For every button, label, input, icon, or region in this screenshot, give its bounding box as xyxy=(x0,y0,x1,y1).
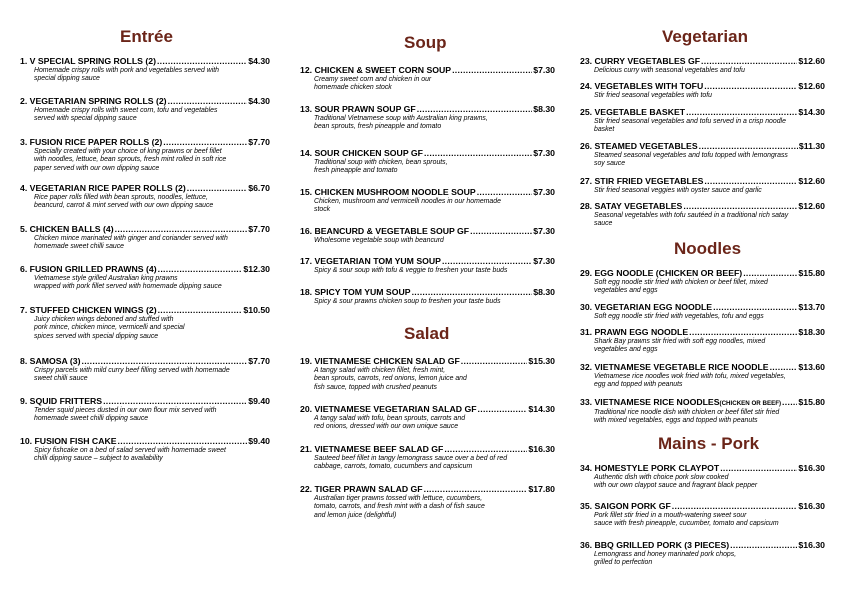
item-name: 26. STEAMED VEGETABLES xyxy=(580,141,698,151)
menu-item xyxy=(300,187,555,215)
menu-item xyxy=(580,540,825,568)
item-name: 32. VIETNAMESE VEGETABLE RICE NOODLE xyxy=(580,362,769,372)
item-description: Soft egg noodle stir fried with chicken or beef fillet, mixed vegetables and eggs xyxy=(594,279,768,295)
leader-dots xyxy=(713,302,797,313)
item-description: Stir fried seasonal veggies with oyster sauce and garlic xyxy=(594,187,762,194)
menu-item xyxy=(580,501,825,529)
item-price: $12.60 xyxy=(798,176,825,186)
item-description: Juicy chicken wings deboned and stuffed with pork mince, chicken mince, vermicelli and special spices served with special dipping sauce xyxy=(34,316,185,340)
menu-item xyxy=(20,183,270,211)
item-price: $8.30 xyxy=(533,287,555,297)
item-price: $14.30 xyxy=(528,404,555,414)
item-name: 1. V SPECIAL SPRING ROLLS (2) xyxy=(20,56,156,66)
item-name: 28. SATAY VEGETABLES xyxy=(580,201,683,211)
item-name: 19. VIETNAMESE CHICKEN SALAD GF xyxy=(300,356,460,366)
item-price: $6.70 xyxy=(248,183,270,193)
item-description: Vietnamese rice noodles wok fried with tofu, mixed vegetables, egg and topped with peanuts xyxy=(594,373,786,389)
item-name: 4. VEGETARIAN RICE PAPER ROLLS (2) xyxy=(20,183,186,193)
item-description: Traditional rice noodle dish with chicken or beef fillet stir fried with mixed vegetables, eggs and topped with peanuts xyxy=(594,409,780,425)
item-price: $7.30 xyxy=(533,226,555,236)
item-name: 14. SOUR CHICKEN SOUP GF xyxy=(300,148,423,158)
menu-item xyxy=(580,397,825,426)
item-description: Shark Bay prawns stir fried with soft egg noodles, mixed vegetables and eggs xyxy=(594,338,766,354)
leader-dots xyxy=(470,226,532,237)
item-price: $4.30 xyxy=(248,56,270,66)
item-price: $15.80 xyxy=(798,268,825,278)
item-price: $12.30 xyxy=(243,264,270,274)
menu-item xyxy=(20,224,270,252)
item-price: $16.30 xyxy=(528,444,555,454)
menu-item xyxy=(20,56,270,84)
menu-item xyxy=(300,148,555,176)
item-description: Spicy fishcake on a bed of salad served with homemade sweet chilli dipping sauce – subject to availability xyxy=(34,447,226,463)
item-description: Steamed seasonal vegetables and tofu topped with lemongrass soy sauce xyxy=(594,152,788,168)
item-price: $7.70 xyxy=(248,356,270,366)
menu-item xyxy=(300,104,555,132)
item-description: Homemade crispy rolls with pork and vegetables served with special dipping sauce xyxy=(34,67,219,83)
item-price: $16.30 xyxy=(798,501,825,511)
item-name: 6. FUSION GRILLED PRAWNS (4) xyxy=(20,264,157,274)
menu-item xyxy=(20,396,270,424)
item-description: A tangy salad with chicken fillet, fresh mint, bean sprouts, carrots, red onions, lemon juice and fish sauce, topped with crushed peanuts xyxy=(314,367,467,391)
item-name: 36. BBQ GRILLED PORK (3 PIECES) xyxy=(580,540,730,550)
item-name: 13. SOUR PRAWN SOUP GF xyxy=(300,104,416,114)
item-name xyxy=(580,397,781,409)
leader-dots xyxy=(424,484,528,495)
menu-item xyxy=(20,356,270,384)
leader-dots xyxy=(417,104,533,115)
menu-item xyxy=(580,302,825,321)
item-description: Tender squid pieces dusted in our own flour mix served with homemade sweet chilli dipping sauce xyxy=(34,407,217,423)
item-price: $16.30 xyxy=(798,540,825,550)
item-description: Vietnamese style grilled Australian king prawns wrapped with pork fillet served with homemade dipping sauce xyxy=(34,275,222,291)
leader-dots xyxy=(689,327,797,338)
menu-item xyxy=(580,268,825,296)
item-name: 15. CHICKEN MUSHROOM NOODLE SOUP xyxy=(300,187,476,197)
item-description: Specially created with your choice of king prawns or beef fillet with noodles, lettuce, bean sprouts, fresh mint rolled in soft rice paper served with our own dipping sauce xyxy=(34,148,227,172)
section-title-noodles: Noodles xyxy=(674,239,742,258)
item-price: $9.40 xyxy=(248,396,270,406)
menu-item xyxy=(580,201,825,229)
menu-item xyxy=(580,327,825,355)
leader-dots xyxy=(704,176,797,187)
item-name: 8. SAMOSA (3) xyxy=(20,356,81,366)
item-description: Traditional soup with chicken, bean sprouts, fresh pineapple and tomato xyxy=(314,159,448,175)
item-name: 18. SPICY TOM YUM SOUP xyxy=(300,287,411,297)
item-description: Authentic dish with choice pork slow cooked with our own claypot sauce and fragrant black pepper xyxy=(594,474,758,490)
item-description: Rice paper rolls filled with bean sprouts, noodles, lettuce, beancurd, carrot & mint served with our own dipping sauce xyxy=(34,194,214,210)
leader-dots xyxy=(478,404,528,415)
item-name: 34. HOMESTYLE PORK CLAYPOT xyxy=(580,463,720,473)
item-price: $16.30 xyxy=(798,463,825,473)
leader-dots xyxy=(683,201,797,212)
item-description: Spicy & sour soup with tofu & veggie to freshen your taste buds xyxy=(314,267,508,274)
section-title-soup: Soup xyxy=(404,33,447,52)
leader-dots xyxy=(444,444,527,455)
item-name: 9. SQUID FRITTERS xyxy=(20,396,103,406)
item-price: $7.30 xyxy=(533,187,555,197)
item-price: $15.80 xyxy=(798,397,825,407)
item-name: 3. FUSION RICE PAPER ROLLS (2) xyxy=(20,137,163,147)
item-name: 24. VEGETABLES WITH TOFU xyxy=(580,81,704,91)
menu-item xyxy=(300,226,555,245)
item-description: Lemongrass and honey marinated pork chops, grilled to perfection xyxy=(594,551,737,567)
menu-item xyxy=(580,362,825,390)
menu-item xyxy=(580,176,825,195)
item-description: Soft egg noodle stir fried with vegetables, tofu and eggs xyxy=(594,313,764,320)
menu-item xyxy=(300,444,555,472)
menu-item xyxy=(20,436,270,464)
item-name: 12. CHICKEN & SWEET CORN SOUP xyxy=(300,65,452,75)
leader-dots xyxy=(118,436,248,447)
leader-dots xyxy=(452,65,532,76)
item-description: Creamy sweet corn and chicken in our homemade chicken stock xyxy=(314,76,432,92)
item-price: $7.30 xyxy=(533,148,555,158)
item-description: Chicken mince marinated with ginger and coriander served with homemade sweet chilli sauce xyxy=(34,235,228,251)
item-price: $17.80 xyxy=(528,484,555,494)
menu-item xyxy=(300,65,555,93)
item-name: 21. VIETNAMESE BEEF SALAD GF xyxy=(300,444,444,454)
menu-item xyxy=(300,287,555,306)
menu-item xyxy=(300,256,555,275)
item-price: $14.30 xyxy=(798,107,825,117)
item-name: 31. PRAWN EGG NOODLE xyxy=(580,327,689,337)
menu-item xyxy=(580,81,825,100)
menu-item xyxy=(20,305,270,341)
leader-dots xyxy=(424,148,532,159)
item-description: Traditional Vietnamese soup with Australian king prawns, bean sprouts, fresh pineapple and tomato xyxy=(314,115,488,131)
item-name: 5. CHICKEN BALLS (4) xyxy=(20,224,114,234)
leader-dots xyxy=(720,463,797,474)
menu-item xyxy=(580,463,825,491)
menu-item xyxy=(20,96,270,124)
leader-dots xyxy=(412,287,533,298)
item-name: 16. BEANCURD & VEGETABLE SOUP GF xyxy=(300,226,470,236)
leader-dots xyxy=(187,183,248,194)
item-description: Delicious curry with seasonal vegetables and tofu xyxy=(594,67,745,74)
item-price: $12.60 xyxy=(798,81,825,91)
menu-item xyxy=(20,264,270,292)
leader-dots xyxy=(704,81,797,92)
item-description: Crispy parcels with mild curry beef filling served with homemade sweet chilli sauce xyxy=(34,367,230,383)
item-description: Spicy & sour prawns chicken soup to freshen your taste buds xyxy=(314,298,501,305)
item-price: $7.70 xyxy=(248,137,270,147)
item-name: 35. SAIGON PORK GF xyxy=(580,501,671,511)
item-price: $8.30 xyxy=(533,104,555,114)
item-price: $12.60 xyxy=(798,201,825,211)
leader-dots xyxy=(82,356,248,367)
leader-dots xyxy=(168,96,248,107)
leader-dots xyxy=(743,268,797,279)
item-description: Wholesome vegetable soup with beancurd xyxy=(314,237,444,244)
menu-item xyxy=(580,56,825,75)
item-price: $9.40 xyxy=(248,436,270,446)
leader-dots xyxy=(157,56,247,67)
item-name: 25. VEGETABLE BASKET xyxy=(580,107,686,117)
item-name: 30. VEGETARIAN EGG NOODLE xyxy=(580,302,713,312)
section-title-vegetarian: Vegetarian xyxy=(662,27,748,46)
item-description: Homemade crispy rolls with sweet corn, tofu and vegetables served with special dipping sauce xyxy=(34,107,218,123)
section-title-mains-pork: Mains - Pork xyxy=(658,434,760,453)
leader-dots xyxy=(103,396,247,407)
item-name: 7. STUFFED CHICKEN WINGS (2) xyxy=(20,305,157,315)
item-price: $11.30 xyxy=(798,141,825,151)
leader-dots xyxy=(158,264,243,275)
leader-dots xyxy=(477,187,533,198)
item-price: $7.30 xyxy=(533,65,555,75)
item-name: 22. TIGER PRAWN SALAD GF xyxy=(300,484,423,494)
section-title-entree: Entrée xyxy=(120,27,173,46)
item-price: $7.30 xyxy=(533,256,555,266)
item-name: 20. VIETNAMESE VEGETARIAN SALAD GF xyxy=(300,404,477,414)
item-description: A tangy salad with tofu, bean sprouts, carrots and red onions, dressed with our own unique sauce xyxy=(314,415,466,431)
leader-dots xyxy=(699,141,798,152)
item-price: $7.70 xyxy=(248,224,270,234)
item-name: 29. EGG NOODLE (CHICKEN OR BEEF) xyxy=(580,268,743,278)
item-price: $12.60 xyxy=(798,56,825,66)
leader-dots xyxy=(770,362,798,373)
leader-dots xyxy=(701,56,797,67)
item-price: $13.70 xyxy=(798,302,825,312)
item-name: 27. STIR FRIED VEGETABLES xyxy=(580,176,704,186)
section-title-salad: Salad xyxy=(404,324,450,343)
leader-dots xyxy=(672,501,798,512)
leader-dots xyxy=(461,356,528,367)
menu-item xyxy=(300,404,555,432)
item-description: Stir fried seasonal vegetables and tofu served in a crisp noodle basket xyxy=(594,118,786,134)
item-price: $18.30 xyxy=(798,327,825,337)
leader-dots xyxy=(782,397,797,408)
item-price: $13.60 xyxy=(798,362,825,372)
item-name: 10. FUSION FISH CAKE xyxy=(20,436,117,446)
item-price: $10.50 xyxy=(243,305,270,315)
item-name: 23. CURRY VEGETABLES GF xyxy=(580,56,701,66)
menu-item xyxy=(20,137,270,173)
item-description: Australian tiger prawns tossed with lettuce, cucumbers, tomato, carrots, and fresh mint with a dash of fish sauce and lemon juice (delightful) xyxy=(314,495,485,519)
leader-dots xyxy=(158,305,243,316)
item-name-option: (CHICKEN OR BEEF) xyxy=(719,400,782,407)
leader-dots xyxy=(115,224,248,235)
leader-dots xyxy=(163,137,247,148)
menu-item xyxy=(300,356,555,392)
item-description: Stir fried seasonal vegetables with tofu xyxy=(594,92,712,99)
item-description: Pork fillet stir fried in a mouth-watering sweet sour sauce with fresh pineapple, cucumber, tomato and capsicum xyxy=(594,512,779,528)
leader-dots xyxy=(442,256,532,267)
item-name: 2. VEGETARIAN SPRING ROLLS (2) xyxy=(20,96,167,106)
item-description: Seasonal vegetables with tofu sautéed in a traditional rich satay sauce xyxy=(594,212,789,228)
menu-item xyxy=(580,141,825,169)
item-name-main: 33. VIETNAMESE RICE NOODLES xyxy=(580,397,720,407)
menu-item xyxy=(580,107,825,135)
item-description: Chicken, mushroom and vermicelli noodles in our homemade stock xyxy=(314,198,501,214)
leader-dots xyxy=(686,107,797,118)
menu-item xyxy=(300,484,555,520)
item-name: 17. VEGETARIAN TOM YUM SOUP xyxy=(300,256,441,266)
item-price: $4.30 xyxy=(248,96,270,106)
item-price: $15.30 xyxy=(528,356,555,366)
leader-dots xyxy=(730,540,797,551)
item-description: Sauteed beef fillet in tangy lemongrass sauce over a bed of red cabbage, carrots, tomato, cucumbers and capsicum xyxy=(314,455,508,471)
